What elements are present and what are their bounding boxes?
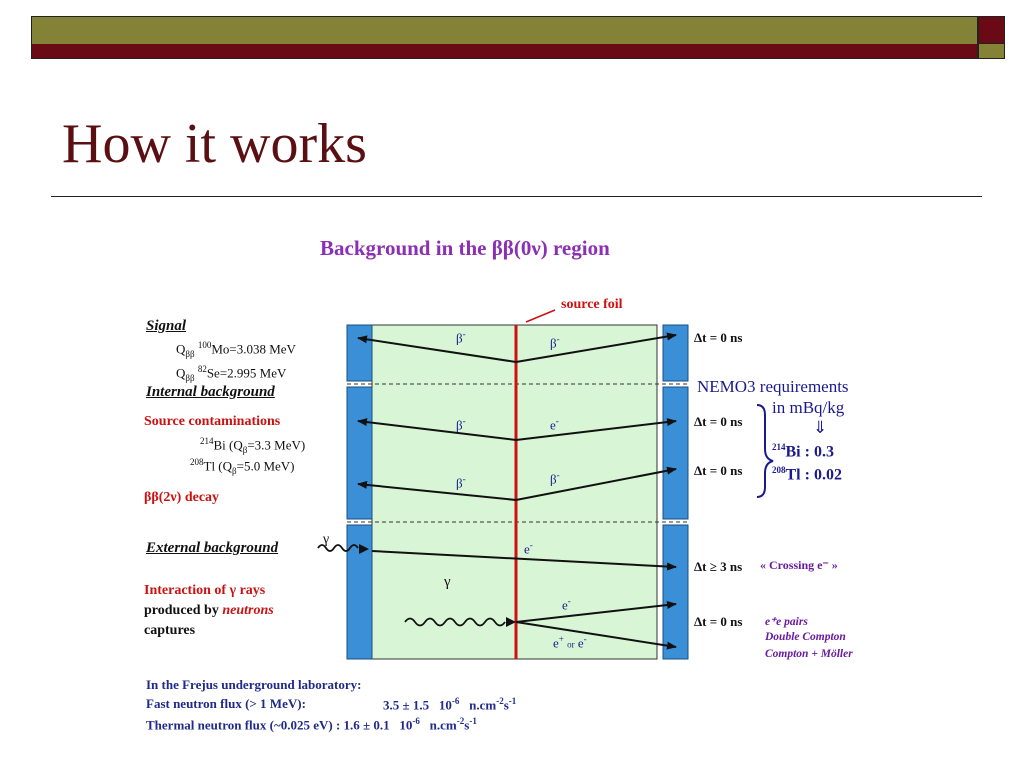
external-heading: External background: [146, 540, 279, 556]
source-contam-label: Source contaminations: [144, 414, 281, 429]
internal-heading: Internal background: [146, 384, 275, 400]
fast-flux-label: Fast neutron flux (> 1 MeV):: [146, 696, 306, 711]
frejus-heading: In the Frejus underground laboratory:: [146, 677, 362, 692]
nemo3-tl: $^{208}$Tl : 0.02: [772, 465, 842, 484]
electron-label-3: e-: [562, 596, 571, 613]
beta-label-1: β-: [456, 329, 466, 346]
dt-label-2: Δt = 0 ns: [694, 414, 743, 429]
interaction-label: Interaction of γ rays: [144, 583, 266, 598]
beta-label-2: β-: [550, 334, 560, 351]
gamma-external-label: γ: [323, 532, 330, 547]
thermal-flux-label: Thermal neutron flux (~0.025 eV) : 1.6 ± 0.1 $10^{-6}$ $n.cm^{-2}s^{-1}$: [146, 716, 477, 733]
bb2v-label: ββ(2ν) decay: [144, 490, 220, 505]
eplus-or-eminus-label: e+ or e-: [553, 634, 587, 651]
slide-title: How it works: [62, 113, 367, 175]
source-foil-label: source foil: [561, 297, 623, 312]
right-detector-3: [663, 525, 688, 659]
beta-label-5: β-: [550, 470, 560, 487]
bi214-label: $^{214}$Bi ($Q_\beta=3.3$ MeV): [200, 436, 306, 455]
produced-by-label: produced by neutrons: [144, 603, 274, 618]
signal-heading: Signal: [146, 318, 187, 334]
dt-label-pairs: Δt = 0 ns: [694, 614, 743, 629]
diagram-title: Background in the ββ(0ν) region: [320, 236, 610, 260]
nemo3-header: NEMO3 requirements: [697, 377, 849, 396]
signal-mo: $Q_{\beta\beta}$ $^{100}$Mo=3.038 MeV: [176, 340, 296, 359]
gamma-chamber-label: γ: [444, 574, 451, 590]
left-detector-1: [347, 325, 372, 381]
pairs-label-3: Compton + Möller: [765, 648, 853, 660]
fast-flux-value: 3.5 ± 1.5 $10^{-6}$ $n.cm^{-2}s^{-1}$: [383, 696, 517, 713]
right-detector-2: [663, 387, 688, 519]
captures-label: captures: [144, 623, 196, 638]
dt-label-1: Δt = 0 ns: [694, 330, 743, 345]
dt-label-3: Δt = 0 ns: [694, 463, 743, 478]
electron-label-1: e-: [550, 416, 559, 433]
pairs-label-1: e⁺e pairs: [765, 616, 808, 628]
beta-label-3: β-: [456, 416, 466, 433]
nemo3-brace: [757, 405, 773, 497]
dt-label-crossing: Δt ≥ 3 ns: [694, 559, 743, 574]
electron-label-2: e-: [524, 540, 533, 557]
left-detector-2: [347, 387, 372, 519]
source-foil-pointer: [526, 310, 555, 322]
beta-label-4: β-: [456, 474, 466, 491]
crossing-label: « Crossing e⁻ »: [760, 558, 838, 572]
right-detector-1: [663, 325, 688, 381]
pairs-label-2: Double Compton: [765, 631, 846, 643]
nemo3-unit: in mBq/kg: [772, 398, 845, 417]
nemo3-arrow-icon: ⇓: [813, 418, 828, 437]
tl208-label: $^{208}$Tl ($Q_\beta=5.0$ MeV): [190, 457, 295, 476]
signal-se: $Q_{\beta\beta}$ $^{82}$Se=2.995 MeV: [176, 364, 287, 383]
nemo3-bi: $^{214}$Bi : 0.3: [772, 442, 834, 461]
